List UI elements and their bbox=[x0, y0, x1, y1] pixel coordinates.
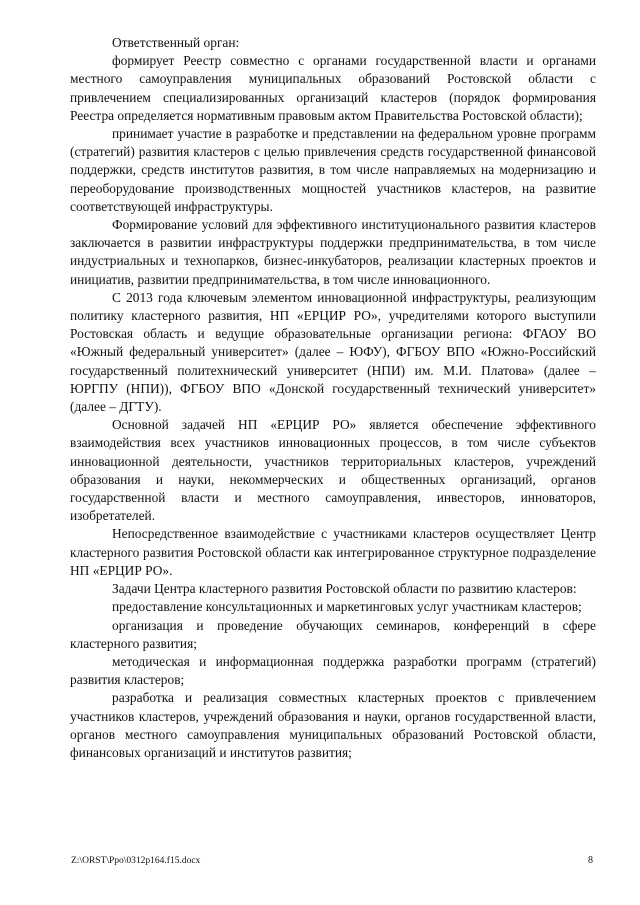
paragraph-tasks-heading: Задачи Центра кластерного развития Ростовской области по развитию кластеров: bbox=[112, 581, 577, 597]
paragraph-federal-programs: принимает участие в разработке и представлении на федеральном уровне программ (стратегий) развития кластеров с целью привлечения средств государственной финансовой поддержки, средств институтов развития, в том числе направляемых на модернизацию и переоборудование производственных мощностей участников кластеров, на развитие соответствующей инфраструктуры. bbox=[70, 126, 596, 214]
paragraph-task-consulting: предоставление консультационных и маркетинговых услуг участникам кластеров; bbox=[112, 599, 582, 615]
paragraph-task-projects: разработка и реализация совместных кластерных проектов с привлечением участников кластеров, учреждений образования и науки, органов государственной власти, органов местного самоуправления муниципальных образований Ростовской области, финансовых организаций и институтов развития; bbox=[70, 690, 596, 760]
paragraph-institutional-development: Формирование условий для эффективного институционального развития кластеров заключается в развитии инфраструктуры поддержки предпринимательства, в том числе индустриальных и технопарков, бизнес-инкубаторов, реализации кластерных проектов и инициатив, развитии предпринимательства, в том числе инновационного. bbox=[70, 217, 596, 287]
paragraph-since-2013: С 2013 года ключевым элементом инновационной инфраструктуры, реализующим политику кластерного развития, НП «ЕРЦИР РО», учредителями которого выступили Ростовская область и ведущие образовательные организации региона: ФГАОУ ВО «Южный федеральный университет» (далее – ЮФУ), ФГБОУ ВПО «Южно-Российский государственный политехнический университет (НПИ) им. М.И. Платова» (далее – ЮРГПУ (НПИ)), ФГБОУ ВПО «Донской государственный технический университет» (далее – ДГТУ). bbox=[70, 289, 596, 415]
footer-file-path: Z:\ORST\Ppo\0312p164.f15.docx bbox=[71, 856, 201, 866]
paragraph-responsible-body: Ответственный орган: bbox=[112, 35, 240, 50]
paragraph-cluster-center: Непосредственное взаимодействие с участниками кластеров осуществляет Центр кластерного развития Ростовской области как интегрированное структурное подразделение НП «ЕРЦИР РО». bbox=[70, 526, 596, 578]
page-number: 8 bbox=[588, 855, 593, 866]
document-body bbox=[70, 34, 596, 762]
paragraph-main-task: Основной задачей НП «ЕРЦИР РО» является обеспечение эффективного взаимодействия всех участников инновационных процессов, в том числе субъектов инновационной деятельности, участников территориальных кластеров, учреждений образования и науки, некоммерческих и общественных организаций, органов государственной власти и местного самоуправления, инвесторов, инноваторов, изобретателей. bbox=[70, 417, 596, 524]
paragraph-task-seminars: организация и проведение обучающих семинаров, конференций в сфере кластерного развития; bbox=[70, 617, 596, 651]
paragraph-task-methodical: методическая и информационная поддержка разработки программ (стратегий) развития кластеров; bbox=[70, 653, 596, 688]
paragraph-registry: формирует Реестр совместно с органами государственной власти и органами местного самоуправления муниципальных образований Ростовской области с привлечением специализированных организаций кластеров (порядок формирования Реестра определяется нормативным правовым актом Правительства Ростовской области); bbox=[70, 53, 596, 123]
